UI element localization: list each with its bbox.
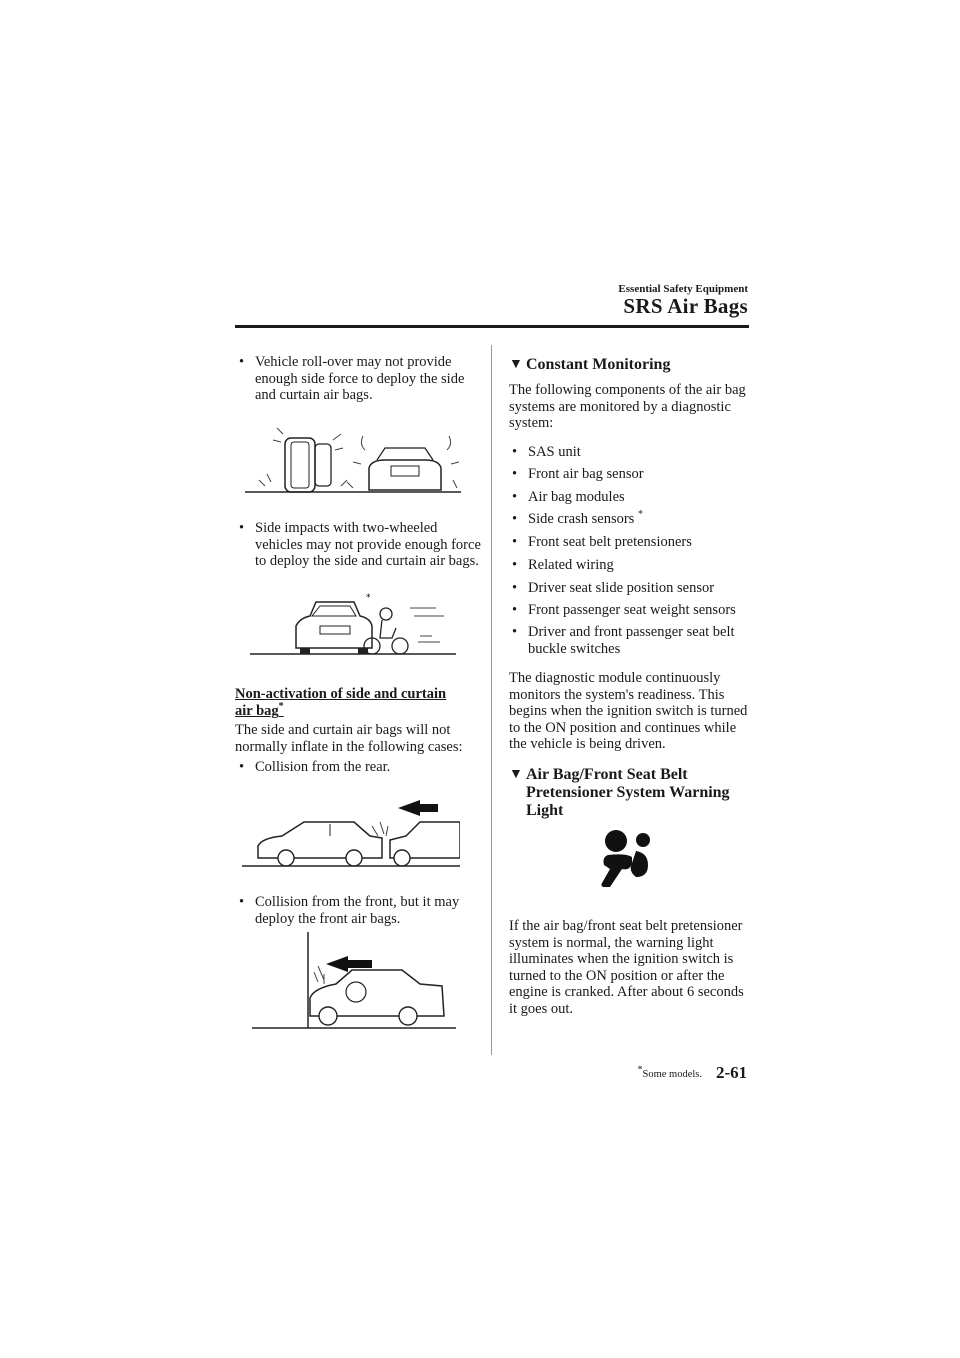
side-impact-motorcycle-illustration xyxy=(250,592,456,658)
bullet-icon: • xyxy=(512,444,518,460)
bullet-icon: • xyxy=(512,624,518,640)
rear-collision-illustration xyxy=(242,796,460,872)
subheading: Non-activation of side and curtain air bag* xyxy=(235,686,447,719)
svg-text:*: * xyxy=(366,593,371,603)
front-collision-illustration xyxy=(252,932,456,1032)
bullet-text: SAS unit xyxy=(528,444,581,460)
section-heading: ▼ Air Bag/Front Seat Belt Pretensioner System Warning Light xyxy=(509,766,730,819)
bullet-icon: • xyxy=(239,894,245,910)
bullet-text: Collision from the rear. xyxy=(255,759,391,775)
list-item xyxy=(512,624,748,657)
list-item xyxy=(512,466,760,483)
paragraph: If the air bag/front seat belt pretensioner system is normal, the warning light illuminates when the ignition switch is turned to the ON position or after the engine is cranked. After about 6 seconds it goes out. xyxy=(509,918,744,1017)
list-item xyxy=(512,489,760,506)
list-item xyxy=(512,511,760,528)
paragraph: The following components of the air bag systems are monitored by a diagnostic system: xyxy=(509,382,746,431)
column-divider xyxy=(491,345,492,1055)
asterisk-icon: * xyxy=(637,1064,643,1076)
page-number: 2-61 xyxy=(716,1063,748,1082)
triangle-icon: ▼ xyxy=(509,767,523,782)
section-label: Essential Safety Equipment xyxy=(618,283,748,295)
list-item xyxy=(512,557,760,574)
bullet-icon: • xyxy=(512,557,518,573)
list-item xyxy=(512,444,760,461)
list-item xyxy=(512,534,760,551)
bullet-icon: • xyxy=(512,489,518,505)
list-item xyxy=(239,520,487,570)
bullet-text: Collision from the front, but it may deploy the front air bags. xyxy=(255,894,460,927)
bullet-text: Front seat belt pretensioners xyxy=(528,534,692,550)
list-item xyxy=(512,602,760,619)
rollover-illustration xyxy=(245,420,461,496)
header-rule xyxy=(235,325,749,328)
bullet-icon: • xyxy=(239,520,245,536)
paragraph: The diagnostic module continuously monitors the system's readiness. This begins when the ignition switch is turned to the ON position and continues while the vehicle is being driven. xyxy=(509,670,748,752)
bullet-icon: • xyxy=(239,759,245,775)
bullet-text: Air bag modules xyxy=(528,489,625,505)
list-item xyxy=(512,580,760,597)
bullet-icon: • xyxy=(512,602,518,618)
asterisk-icon: * xyxy=(637,509,643,521)
bullet-text: Driver seat slide position sensor xyxy=(528,580,715,596)
bullet-icon: • xyxy=(512,580,518,596)
bullet-text: Front air bag sensor xyxy=(528,466,644,482)
airbag-warning-light-icon xyxy=(596,827,656,889)
bullet-icon: • xyxy=(512,534,518,550)
bullet-text: Vehicle roll-over may not provide enough side force to deploy the side and curtain air bags. xyxy=(255,354,465,403)
list-item xyxy=(239,894,485,927)
paragraph: The side and curtain air bags will not normally inflate in the following cases: xyxy=(235,722,463,755)
footnote: *Some models. xyxy=(637,1064,702,1080)
list-item xyxy=(239,759,485,776)
bullet-text: Related wiring xyxy=(528,557,614,573)
bullet-text: Driver and front passenger seat belt buckle switches xyxy=(528,624,735,657)
section-heading: ▼ Constant Monitoring xyxy=(509,356,671,373)
bullet-icon: • xyxy=(512,511,518,527)
triangle-icon: ▼ xyxy=(509,357,523,372)
page-title: SRS Air Bags xyxy=(623,294,748,318)
bullet-text: Front passenger seat weight sensors xyxy=(528,602,736,618)
asterisk-icon: * xyxy=(278,700,284,712)
bullet-text: Side impacts with two-wheeled vehicles may not provide enough force to deploy the side and curtain air bags. xyxy=(255,520,481,569)
bullet-icon: • xyxy=(512,466,518,482)
list-item xyxy=(239,354,485,404)
bullet-text: Side crash sensors xyxy=(528,511,635,527)
bullet-icon: • xyxy=(239,354,245,370)
